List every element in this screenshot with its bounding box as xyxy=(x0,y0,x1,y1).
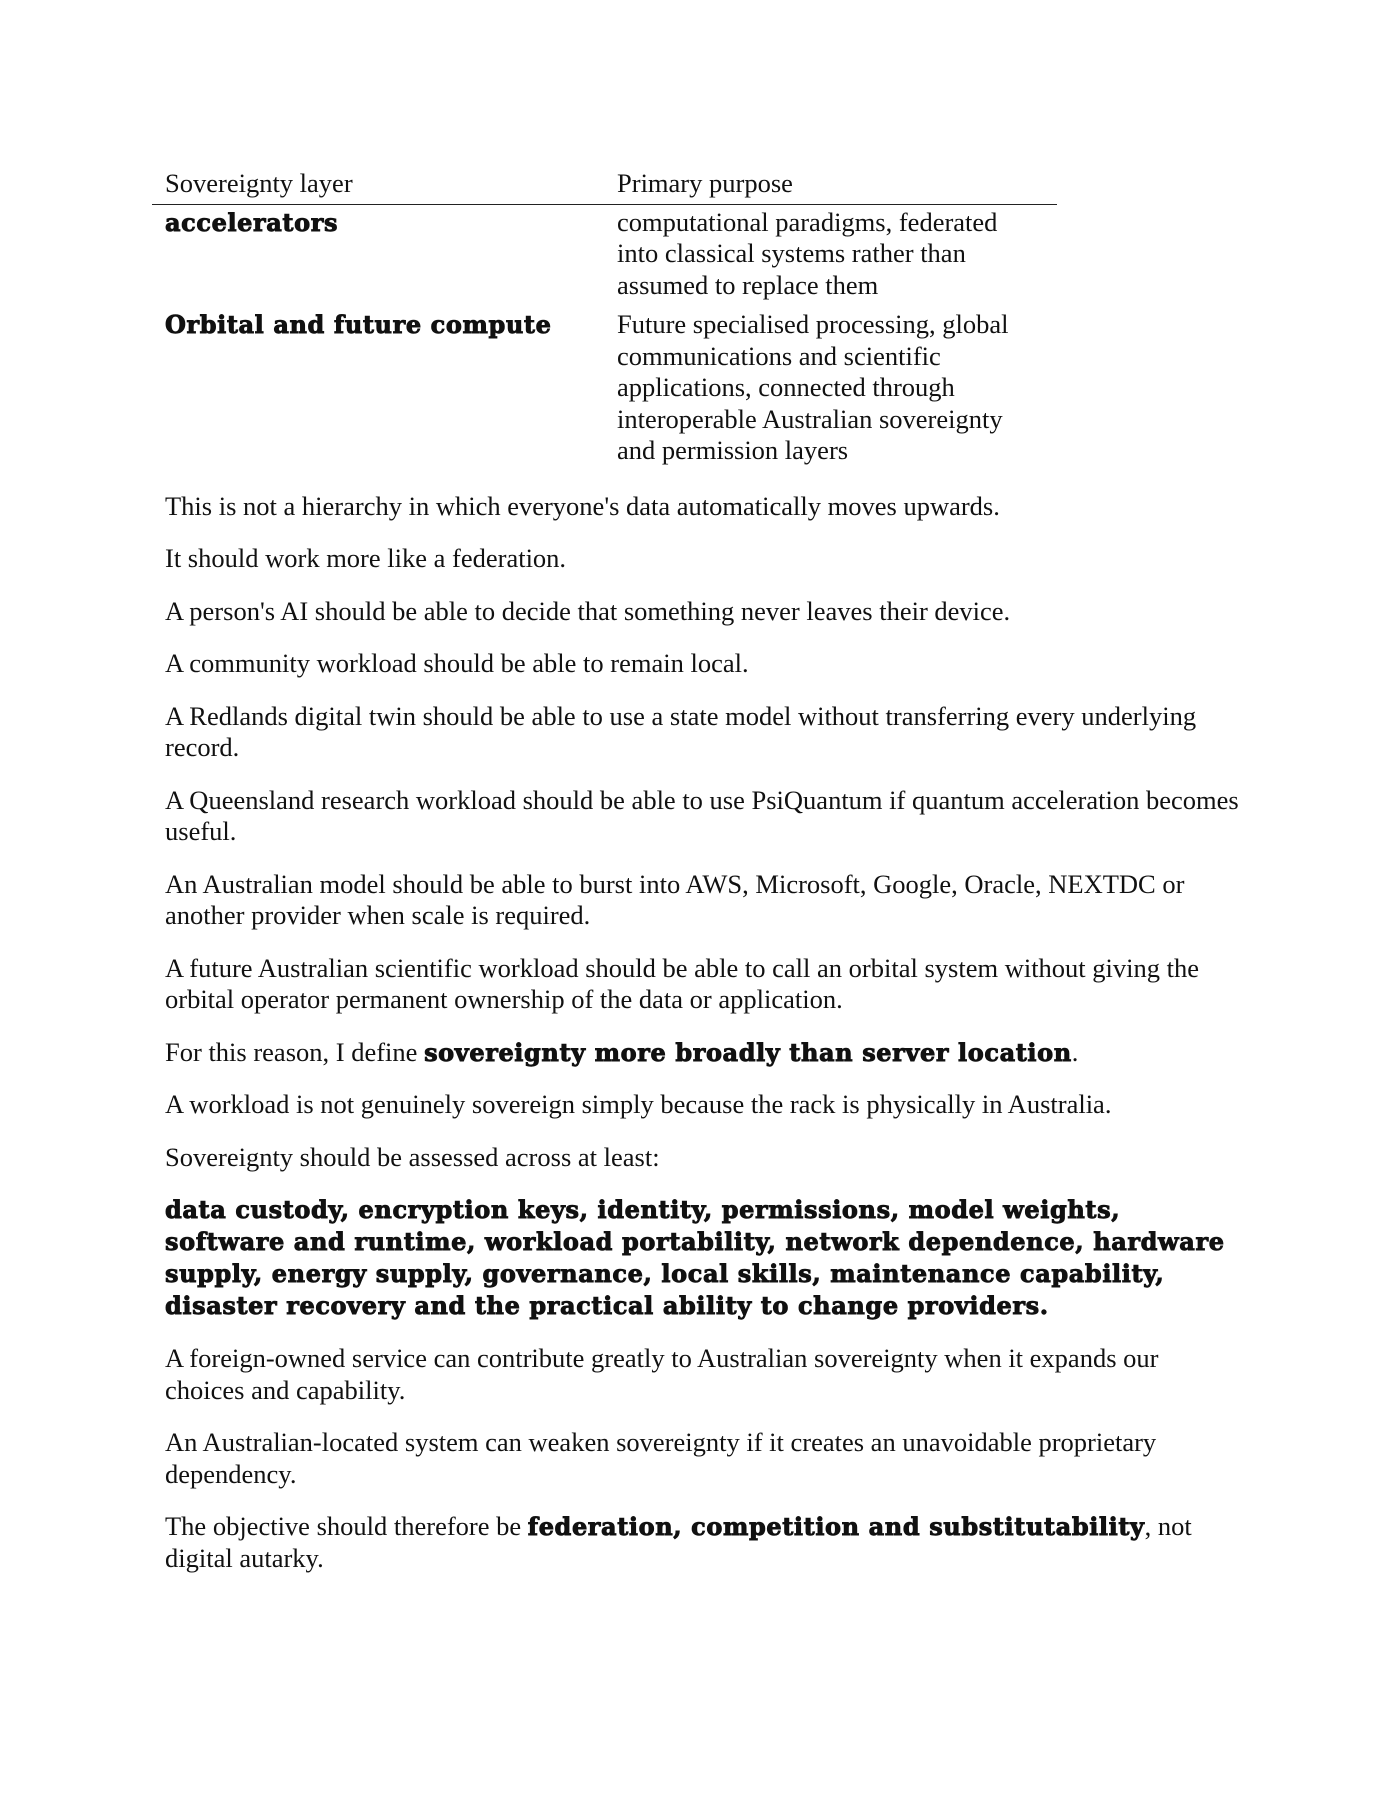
paragraph: This is not a hierarchy in which everyone's data automatically moves upwards. xyxy=(165,490,1000,521)
table-cell-purpose: computational paradigms, federated into classical systems rather than assumed to replace them xyxy=(617,206,998,300)
table-row xyxy=(152,204,1057,307)
paragraph: It should work more like a federation. xyxy=(165,543,567,573)
table-header-row xyxy=(152,168,1057,204)
paragraph: A Redlands digital twin should be able to use a state model without transferring every underlying record. xyxy=(165,700,1197,762)
paragraph: A person's AI should be able to decide that something never leaves their device. xyxy=(165,595,1011,626)
table-cell-layer xyxy=(152,307,604,473)
column-header-layer: Sovereignty layer xyxy=(152,168,604,204)
text-run: . xyxy=(1071,1036,1079,1067)
paragraph-objective xyxy=(165,1511,1240,1574)
layer-name: accelerators xyxy=(165,207,339,237)
emphasis-text: federation, competition and substitutability xyxy=(527,1512,1145,1541)
sovereignty-table-wrapper xyxy=(165,168,1240,473)
paragraph: A workload is not genuinely sovereign simply because the rack is physically in Australia. xyxy=(165,1089,1112,1119)
paragraph-definition xyxy=(165,1037,1240,1069)
text-run: For this reason, I define xyxy=(165,1036,425,1067)
text-run: The objective should therefore be xyxy=(165,1511,528,1541)
layer-name: Orbital and future compute xyxy=(165,310,552,339)
table-cell-layer xyxy=(152,204,604,307)
document-page xyxy=(165,168,1240,1595)
paragraph: A community workload should be able to remain local. xyxy=(165,648,749,678)
table-row xyxy=(152,307,1057,473)
paragraph: Sovereignty should be assessed across at least: xyxy=(165,1141,660,1172)
sovereignty-table xyxy=(152,168,1057,473)
emphasis-text: sovereignty more broadly than server location xyxy=(424,1037,1072,1067)
paragraph: An Australian model should be able to burst into AWS, Microsoft, Google, Oracle, NEXTDC or another provider when scale is required. xyxy=(165,868,1185,930)
text-run: , not digital autarky. xyxy=(165,1511,1192,1573)
sovereignty-criteria-list: data custody, encryption keys, identity, permissions, model weights, software and runtime, workload portability, network dependence, hardware supply, energy supply, governance, local skills, maintenance capability, disaster recovery and the practical ability to change providers. xyxy=(165,1195,1225,1320)
paragraph: An Australian-located system can weaken sovereignty if it creates an unavoidable proprietary dependency. xyxy=(165,1427,1157,1489)
table-cell-purpose: Future specialised processing, global communications and scientific applications, connected through interoperable Australian sovereignty and permission layers xyxy=(617,309,1009,465)
paragraph: A foreign-owned service can contribute greatly to Australian sovereignty when it expands our choices and capability. xyxy=(165,1343,1159,1405)
column-header-purpose: Primary purpose xyxy=(604,168,1057,204)
paragraph: A future Australian scientific workload should be able to call an orbital system without giving the orbital operator permanent ownership of the data or application. xyxy=(165,952,1200,1014)
paragraph: A Queensland research workload should be able to use PsiQuantum if quantum acceleration becomes useful. xyxy=(165,784,1239,846)
